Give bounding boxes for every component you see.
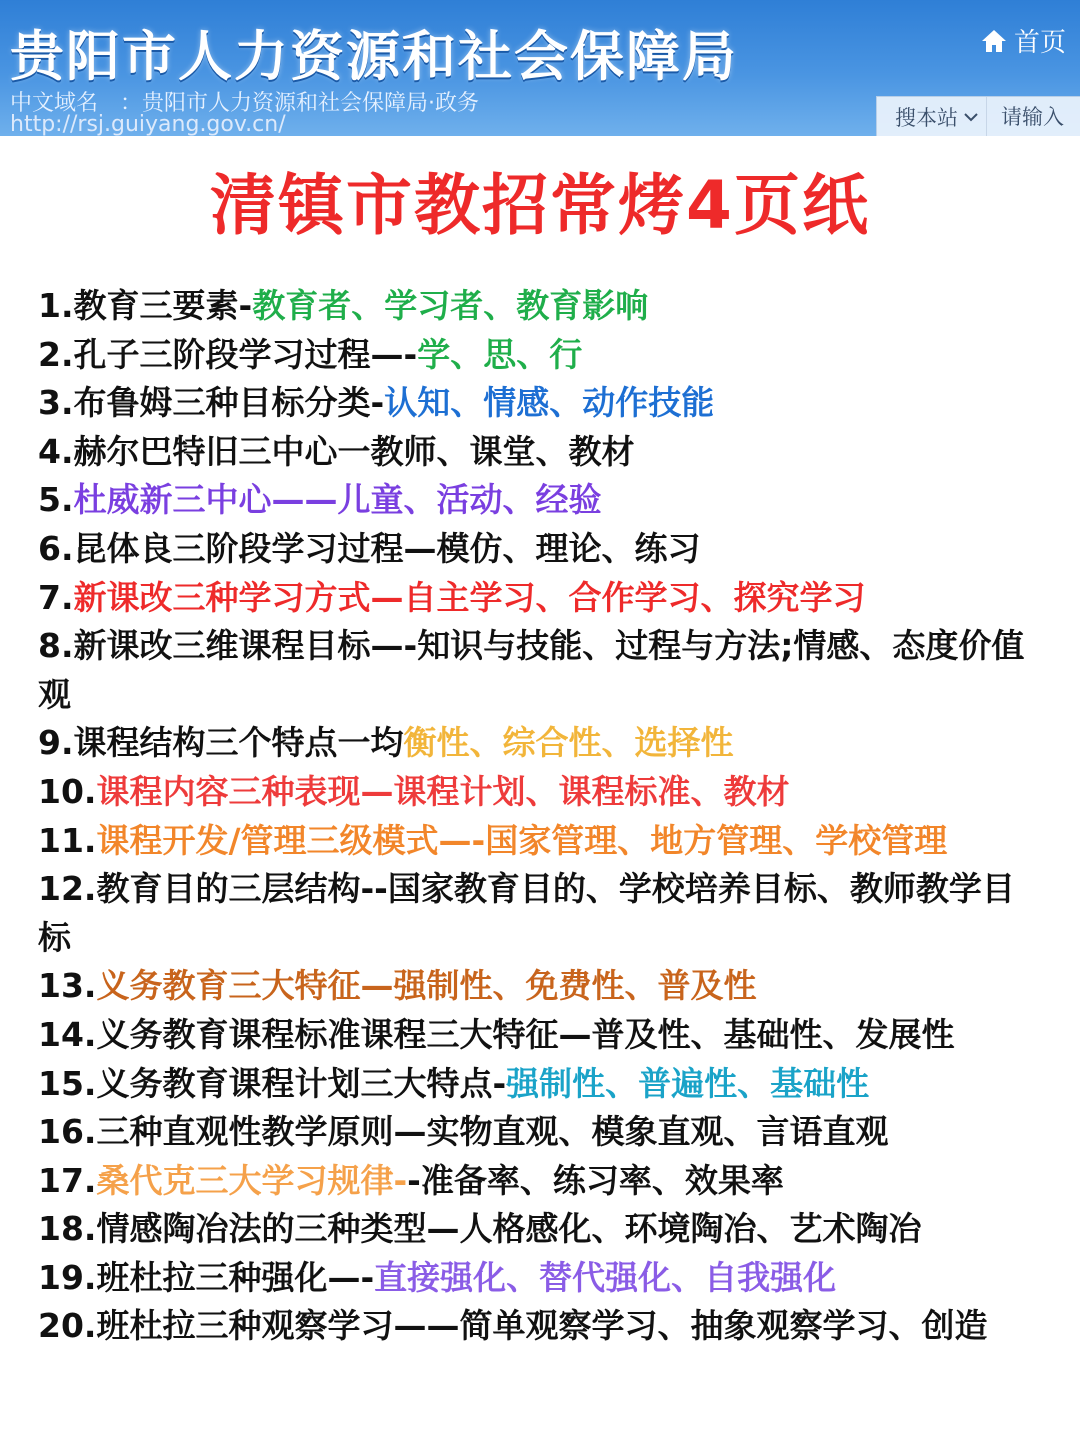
list-item-segment: 10. <box>38 771 97 811</box>
list-item-segment: 学、思、行 <box>417 334 583 374</box>
home-icon <box>980 28 1008 54</box>
list-item-segment: 9.课程结构三个特点一均 <box>38 723 404 763</box>
list-item-segment: 2.孔子三阶段学习过程—- <box>38 334 418 374</box>
site-url[interactable]: http://rsj.guiyang.gov.cn/ <box>10 112 286 136</box>
list-item <box>38 1060 1042 1109</box>
list-item <box>38 865 1042 962</box>
list-item-segment: 强制性、普遍性、基础性 <box>506 1063 870 1103</box>
site-header-banner <box>0 0 1080 136</box>
list-item-segment: 18.情感陶冶法的三种类型—人格感化、环境陶冶、艺术陶冶 <box>38 1209 922 1249</box>
list-item-segment: 19.班杜拉三种强化—- <box>38 1257 375 1297</box>
list-item <box>38 331 1042 380</box>
list-item-segment: 7. <box>38 577 74 617</box>
list-item-segment: 4.赫尔巴特旧三中心一教师、课堂、教材 <box>38 431 635 471</box>
list-item-segment: 5. <box>38 480 74 520</box>
list-item-segment: 8.新课改三维课程目标—-知识与技能、过程与方法;情感、态度价值观 <box>38 626 1025 714</box>
list-item <box>38 1302 1042 1351</box>
document-title: 清镇市教招常烤4页纸 <box>210 167 870 244</box>
list-item <box>38 525 1042 574</box>
list-item <box>38 1011 1042 1060</box>
list-item <box>38 962 1042 1011</box>
list-item-segment: 杜威新三中心——儿童、活动、经验 <box>73 480 602 520</box>
list-item-segment: 20.班杜拉三种观察学习——简单观察学习、抽象观察学习、创造 <box>38 1306 988 1346</box>
site-scope-label: 搜本站 <box>895 106 958 130</box>
home-link-label: 首页 <box>1014 28 1067 58</box>
list-item <box>38 1108 1042 1157</box>
chinese-domain-line: 中文域名 ：贵阳市人力资源和社会保障局·政务 <box>10 91 479 116</box>
list-item <box>38 428 1042 477</box>
list-item-segment: 6.昆体良三阶段学习过程—模仿、理论、练习 <box>38 528 701 568</box>
list-item-segment: 11. <box>38 820 97 860</box>
list-item <box>38 719 1042 768</box>
list-item-segment: 认知、情感、动作技能 <box>384 383 715 423</box>
list-item <box>38 574 1042 623</box>
list-item <box>38 476 1042 525</box>
list-item <box>38 282 1042 331</box>
list-item-segment: -准备率、练习率、效果率 <box>407 1160 784 1200</box>
search-input[interactable] <box>987 104 1080 130</box>
list-item <box>38 379 1042 428</box>
list-item <box>38 1254 1042 1303</box>
list-item-segment: 16.三种直观性教学原则—实物直观、模象直观、言语直观 <box>38 1112 889 1152</box>
site-scope-dropdown[interactable] <box>877 97 987 136</box>
list-item-segment: 14.义务教育课程标准课程三大特征—普及性、基础性、发展性 <box>38 1014 955 1054</box>
list-item-segment: 新课改三种学习方式—自主学习、合作学习、探究学习 <box>73 577 866 617</box>
list-item <box>38 1157 1042 1206</box>
list-item-segment: 桑代克三大学习规律- <box>96 1160 408 1200</box>
list-item-segment: 教育者、学习者、教育影响 <box>252 286 649 325</box>
list-item-segment: 义务教育三大特征—强制性、免费性、普及性 <box>96 966 757 1006</box>
list-item-segment: 课程内容三种表现—课程计划、课程标准、教材 <box>96 771 790 811</box>
list-item-segment: 15.义务教育课程计划三大特点- <box>38 1063 507 1103</box>
list-item <box>38 817 1042 866</box>
list-item-segment: 1.教育三要素- <box>38 286 253 325</box>
list-item-segment: 3.布鲁姆三种目标分类- <box>38 383 385 423</box>
search-bar <box>876 96 1080 136</box>
list-item <box>38 1205 1042 1254</box>
site-title: 贵阳市人力资源和社会保障局 <box>10 25 738 88</box>
chevron-down-icon <box>964 112 978 122</box>
list-item <box>38 622 1042 719</box>
knowledge-list <box>0 282 1080 1351</box>
list-item-segment: 12.教育目的三层结构--国家教育目的、学校培养目标、教师教学目标 <box>38 869 1015 957</box>
list-item-segment: 直接强化、替代强化、自我强化 <box>374 1257 837 1297</box>
list-item-segment: 17. <box>38 1160 97 1200</box>
list-item-segment: 13. <box>38 966 97 1006</box>
list-item <box>38 768 1042 817</box>
list-item-segment: 衡性、综合性、选择性 <box>403 723 734 763</box>
list-item-segment: 课程开发/管理三级模式—-国家管理、地方管理、学校管理 <box>96 820 948 860</box>
home-link[interactable] <box>980 22 1066 59</box>
